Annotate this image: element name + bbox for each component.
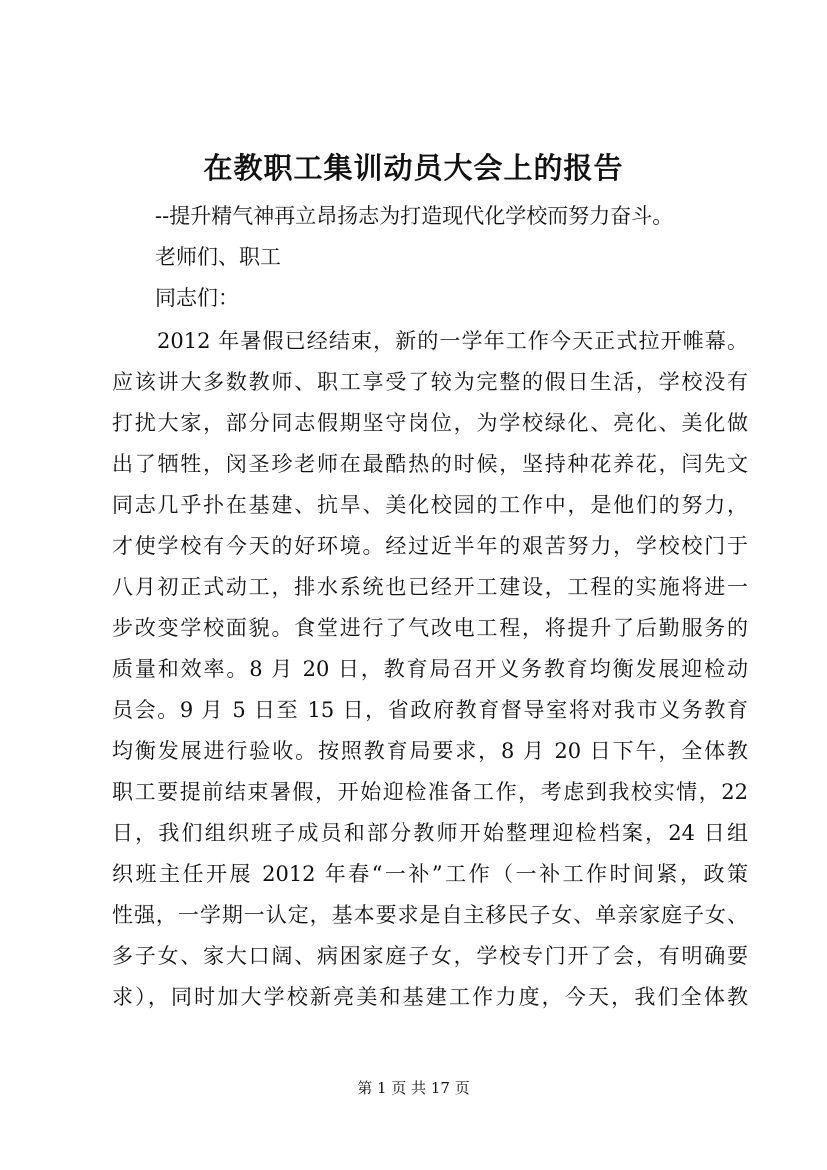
body-line: 打扰大家，部分同志假期坚守岗位，为学校绿化、亮化、美化做 xyxy=(112,411,748,435)
body-line: 日，我们组织班子成员和部分教师开始整理迎检档案，24 日组 xyxy=(112,821,748,845)
body-line: 员会。9 月 5 日至 15 日，省政府教育督导室将对我市义务教育 xyxy=(112,698,748,722)
body-paragraph xyxy=(112,321,748,1018)
body-line: 才使学校有今天的好环境。经过近半年的艰苦努力，学校校门于 xyxy=(112,534,748,558)
body-line: 多子女、家大口阔、病困家庭子女，学校专门开了会，有明确要 xyxy=(112,944,748,968)
body-line: 步改变学校面貌。食堂进行了气改电工程，将提升了后勤服务的 xyxy=(112,616,748,640)
body-line: 质量和效率。8 月 20 日，教育局召开义务教育均衡发展迎检动 xyxy=(112,657,748,681)
body-line: 均衡发展进行验收。按照教育局要求，8 月 20 日下午，全体教 xyxy=(112,739,748,763)
document-subtitle: --提升精气神再立昂扬志为打造现代化学校而努力奋斗。 xyxy=(155,204,674,228)
salutation-comrades: 同志们： xyxy=(155,286,239,310)
page-number-footer: 第 1 页 共 17 页 xyxy=(357,1079,470,1097)
body-line: 求），同时加大学校新亮美和基建工作力度，今天，我们全体教 xyxy=(112,985,748,1009)
body-line: 八月初正式动工，排水系统也已经开工建设，工程的实施将进一 xyxy=(112,575,748,599)
body-line: 性强，一学期一认定，基本要求是自主移民子女、单亲家庭子女、 xyxy=(112,903,748,927)
body-line: 同志几乎扑在基建、抗旱、美化校园的工作中，是他们的努力， xyxy=(112,493,748,517)
body-line: 2012 年暑假已经结束，新的一学年工作今天正式拉开帷幕。 xyxy=(157,329,748,353)
salutation-teachers: 老师们、职工 xyxy=(155,245,281,269)
body-line: 织班主任开展 2012 年春“一补”工作（一补工作时间紧，政策 xyxy=(112,862,748,886)
document-title: 在教职工集训动员大会上的报告 xyxy=(203,151,624,185)
body-line: 应该讲大多数教师、职工享受了较为完整的假日生活，学校没有 xyxy=(112,370,748,394)
body-line: 职工要提前结束暑假，开始迎检准备工作，考虑到我校实情，22 xyxy=(112,780,748,804)
body-line: 出了牺牲，闵圣珍老师在最酷热的时候，坚持种花养花，闫先文 xyxy=(112,452,748,476)
